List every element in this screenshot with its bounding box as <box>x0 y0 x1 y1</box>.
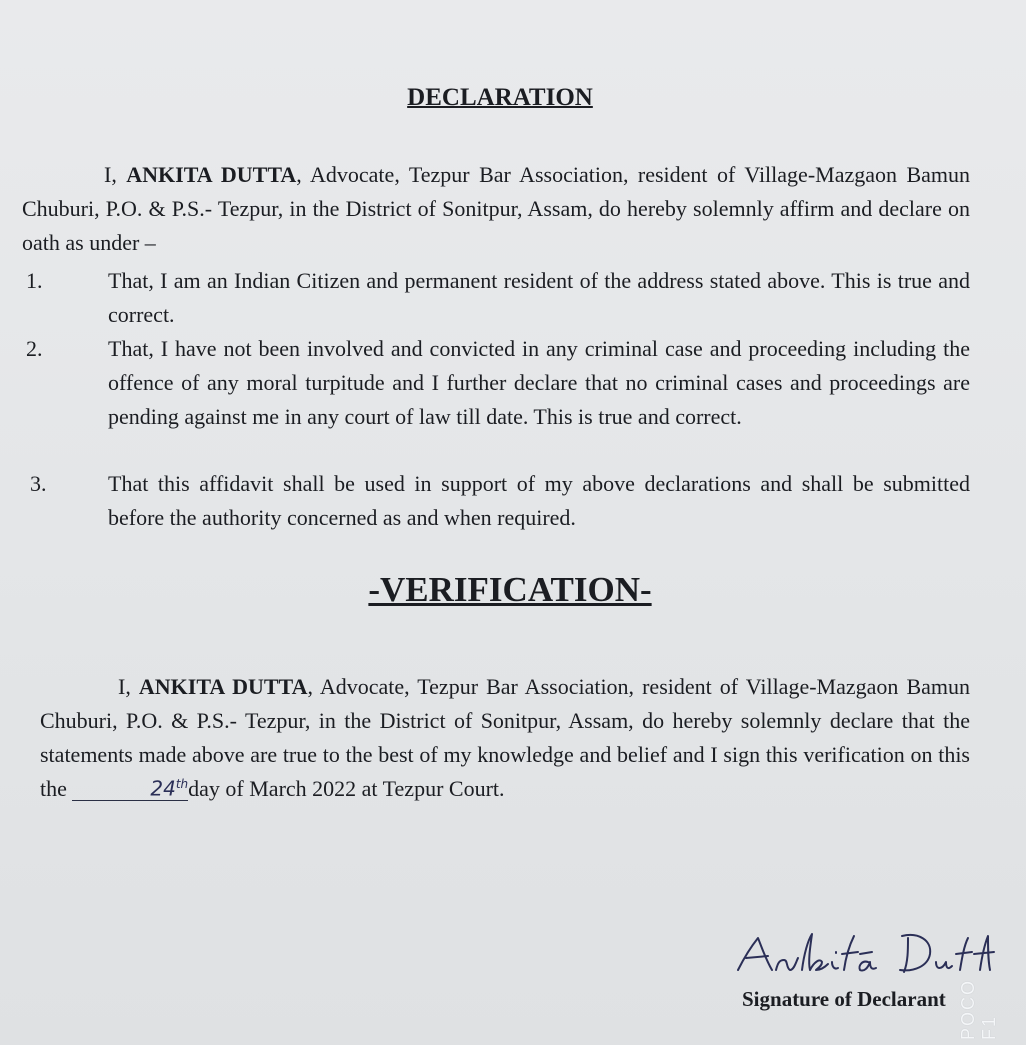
item-text: That, I have not been involved and convicted in any criminal case and proceeding including the offence of any moral turpitude and I further declare that no criminal cases and proceedings are pending against me in any court of law till date. This is true and correct. <box>108 336 970 429</box>
day-number: 24 <box>150 777 176 801</box>
item-number: 1. <box>26 268 43 293</box>
item-text: That this affidavit shall be used in support of my above declarations and shall be submitted before the authority concerned as and when required. <box>108 471 970 530</box>
item-number: 2. <box>26 336 43 361</box>
verifier-name: ANKITA DUTTA <box>138 674 308 699</box>
item-text: That, I am an Indian Citizen and permanent resident of the address stated above. This is true and correct. <box>108 268 970 327</box>
handwritten-day <box>72 773 188 801</box>
verification-text <box>40 670 970 806</box>
camera-watermark: POCO F1 <box>958 978 999 1040</box>
declaration-intro-text: , Advocate, Tezpur Bar Association, resident of Village-Mazgaon Bamun Chuburi, P.O. & P.S.- Tezpur, in the District of Sonitpur, Assam, do hereby solemnly affirm and declare on oath as under – <box>22 162 970 255</box>
verification-body: , Advocate, Tezpur Bar Association, resident of Village-Mazgaon Bamun Chuburi, P.O. & P.S.- Tezpur, in the District of Sonitpur, Assam, do hereby solemnly declare that the statements made above are true to the best of my knowledge and belief and I sign this verification on this the <box>40 674 971 801</box>
declarant-name: ANKITA DUTTA <box>126 162 297 187</box>
verification-title: -VERIFICATION- <box>368 570 652 609</box>
verification-prefix: I, <box>118 674 139 699</box>
verification-ending: day of March 2022 at Tezpur Court. <box>188 776 505 801</box>
declaration-intro-prefix: I, <box>104 162 127 187</box>
item-number: 3. <box>30 471 47 496</box>
signature-caption: Signature of Declarant <box>742 987 946 1011</box>
day-suffix: th <box>175 777 189 792</box>
declaration-intro <box>22 158 970 260</box>
declaration-title: DECLARATION <box>407 84 593 111</box>
